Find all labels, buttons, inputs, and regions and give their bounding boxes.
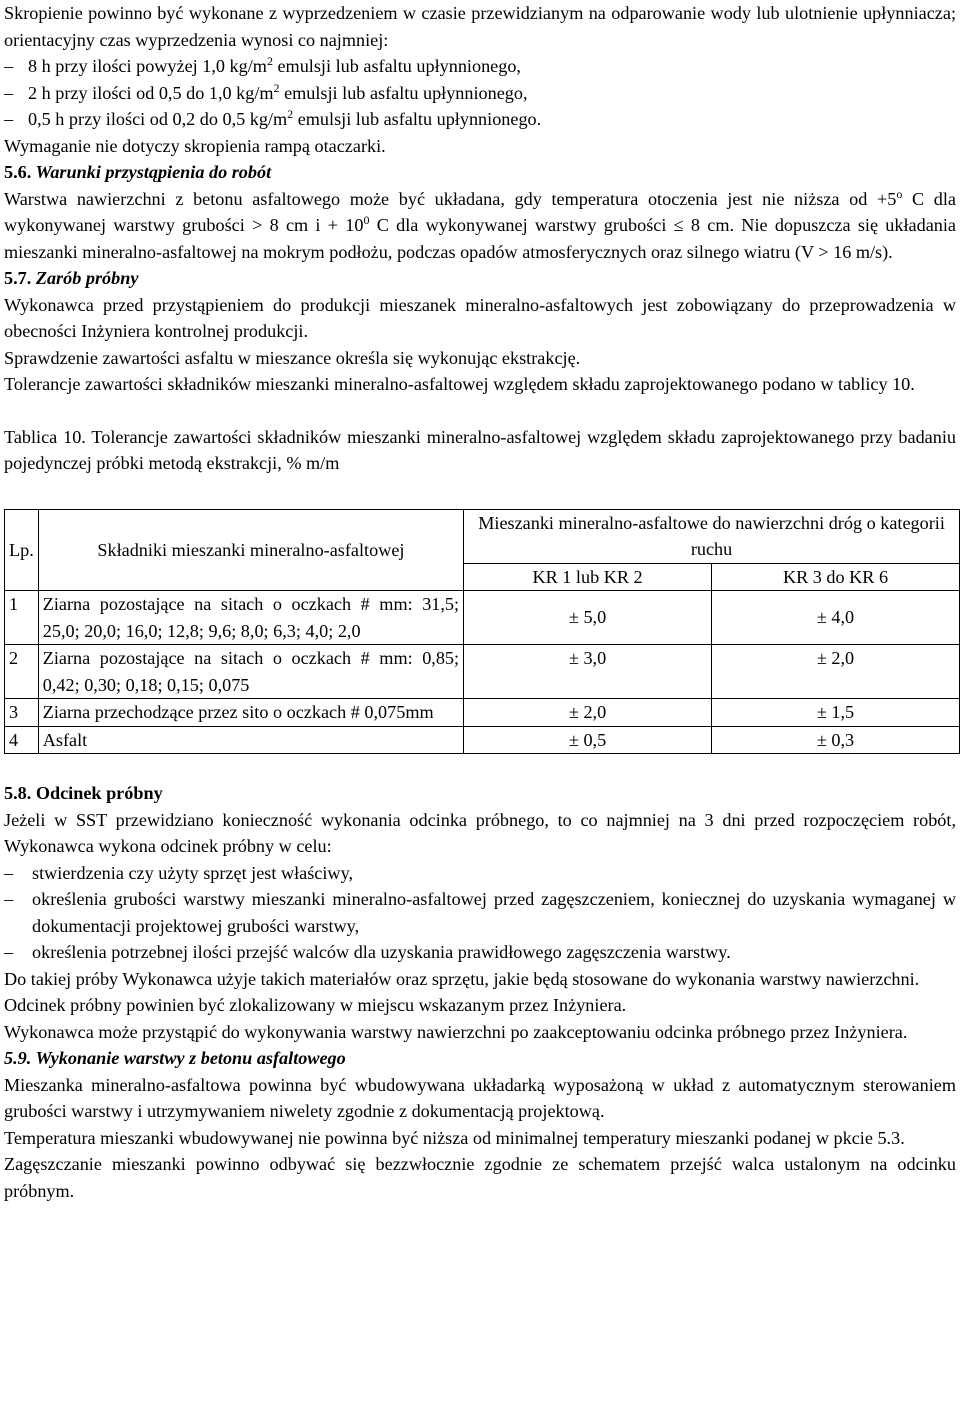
section-5-8-p4: Wykonawca może przystąpić do wykonywania warstwy nawierzchni po zaakceptowaniu odcinka próbnego przez Inżyniera. (4, 1021, 908, 1042)
section-title: Warunki przystąpienia do robót (31, 162, 272, 182)
cell-value: ± 0,5 (464, 726, 712, 754)
dash-icon: – (4, 56, 14, 76)
header-kr1: KR 1 lub KR 2 (464, 563, 712, 591)
header-lp: Lp. (5, 509, 39, 591)
cell-lp: 4 (5, 726, 39, 754)
header-group: Mieszanki mineralno-asfaltowe do nawierzchni dróg o kategorii ruchu (464, 509, 960, 563)
cell-value: ± 5,0 (464, 591, 712, 645)
section-5-7 (4, 265, 956, 292)
section-5-9-p2: Temperatura mieszanki wbudowywanej nie powinna być niższa od minimalnej temperatury mieszanki podanej w pkcie 5.3. (4, 1127, 905, 1148)
cell-value: ± 3,0 (464, 645, 712, 699)
table-header-row (5, 509, 960, 563)
cell-desc: Ziarna pozostające na sitach o oczkach # mm: 0,85; 0,42; 0,30; 0,18; 0,15; 0,075 (38, 645, 463, 699)
table-row (5, 645, 960, 699)
section-5-8-p2: Do takiej próby Wykonawca użyje takich materiałów oraz sprzętu, jakie będą stosowane do wykonania warstwy nawierzchni. (4, 968, 920, 989)
intro-note: Wymaganie nie dotyczy skropienia rampą otaczarki. (4, 135, 386, 156)
cell-lp: 2 (5, 645, 39, 699)
cell-value: ± 1,5 (712, 699, 960, 727)
section-5-8-p1: Jeżeli w SST przewidziano konieczność wykonania odcinka próbnego, to co najmniej na 3 dni przed rozpoczęciem robót, Wykonawca wykona odcinek próbny w celu: (4, 809, 956, 856)
list-item: – określenia grubości warstwy mieszanki mineralno-asfaltowej przed zagęszczeniem, koniecznej do uzyskania wymaganej w dokumentacji projektowej grubości warstwy, (4, 886, 956, 939)
cell-lp: 3 (5, 699, 39, 727)
section-5-9-title: 5.9. Wykonanie warstwy z betonu asfaltowego (4, 1048, 346, 1068)
section-5-9-p1: Mieszanka mineralno-asfaltowa powinna być wbudowywana układarką wyposażoną w układ z automatycznym sterowaniem grubości warstwy i utrzymywaniem niwelety zgodnie z dokumentacją projektową. (4, 1074, 956, 1121)
intro-bullet-3: – 0,5 h przy ilości od 0,2 do 0,5 $kg/m^2$ emulsji lub asfaltu upłynnionego. (4, 106, 956, 133)
dash-icon: – (4, 889, 14, 909)
cell-lp: 1 (5, 591, 39, 645)
section-title: Zarób próbny (31, 268, 139, 288)
dash-icon: – (4, 942, 14, 962)
cell-value: ± 2,0 (464, 699, 712, 727)
section-5-6-text: Warstwa nawierzchni z betonu asfaltowego może być układana, gdy temperatura otoczenia jest nie niższa od $+5^o$ C dla wykonywanej warstwy grubości > 8 cm $i + 10^0$ C dla wykonywanej warstwy grubości ≤ 8 cm. Nie dopuszcza się układania mieszanki mineralno-asfaltowej na mokrym podłożu, podczas opadów atmosferycznych oraz silnego wiatru (V > 16 m/s). (4, 186, 957, 262)
section-5-8-title: 5.8. Odcinek próbny (4, 783, 163, 803)
intro-paragraph: Skropienie powinno być wykonane z wyprzedzeniem w czasie przewidzianym na odparowanie wody lub ulotnienie upłynniacza; orientacyjny czas wyprzedzenia wynosi co najmniej: (4, 3, 956, 50)
dash-icon: – (4, 862, 14, 883)
section-5-6 (4, 159, 956, 186)
tolerance-table (4, 509, 960, 755)
cell-desc: Asfalt (38, 726, 463, 754)
dash-icon: – (4, 109, 14, 129)
section-5-9-p3: Zagęszczanie mieszanki powinno odbywać się bezzwłocznie zgodnie ze schematem przejść walca ustalonym na odcinku próbnym. (4, 1154, 956, 1201)
header-kr2: KR 3 do KR 6 (712, 563, 960, 591)
cell-value: ± 0,3 (712, 726, 960, 754)
cell-value: ± 4,0 (712, 591, 960, 645)
table-row (5, 699, 960, 727)
dash-icon: – (4, 82, 14, 103)
list-item: – stwierdzenia czy użyty sprzęt jest właściwy, (4, 860, 956, 887)
cell-value: ± 2,0 (712, 645, 960, 699)
section-number: 5.6. (4, 162, 32, 182)
cell-desc: Ziarna pozostające na sitach o oczkach # mm: 31,5; 25,0; 20,0; 16,0; 12,8; 9,6; 8,0; 6,3; 4,0; 2,0 (38, 591, 463, 645)
table-row (5, 726, 960, 754)
table-caption: Tablica 10. Tolerancje zawartości składników mieszanki mineralno-asfaltowej względem składu zaprojektowanego przy badaniu pojedynczej próbki metodą ekstrakcji, % m/m (4, 426, 956, 473)
intro-bullet-2: – 2 h przy ilości od 0,5 do 1,0 $kg/m^2$ emulsji lub asfaltu upłynnionego, (4, 80, 956, 107)
intro-bullet-1: – 8 h przy ilości powyżej 1,0 $kg/m^2$ emulsji lub asfaltu upłynnionego, (4, 53, 956, 80)
table-row (5, 591, 960, 645)
list-item: – określenia potrzebnej ilości przejść walców dla uzyskania prawidłowego zagęszczenia warstwy. (4, 939, 956, 966)
section-5-8-p3: Odcinek próbny powinien być zlokalizowany w miejscu wskazanym przez Inżyniera. (4, 995, 627, 1015)
cell-desc: Ziarna przechodzące przez sito o oczkach # 0,075mm (38, 699, 463, 727)
section-5-7-p3: Tolerancje zawartości składników mieszanki mineralno-asfaltowej względem składu zaprojektowanego podano w tablicy 10. (4, 374, 915, 394)
header-components: Składniki mieszanki mineralno-asfaltowej (38, 509, 463, 591)
section-number: 5.7. (4, 268, 32, 288)
section-5-7-p1: Wykonawca przed przystąpieniem do produkcji mieszanek mineralno-asfaltowych jest zobowiązany do przeprowadzenia w obecności Inżyniera kontrolnej produkcji. (4, 294, 956, 341)
section-5-7-p2: Sprawdzenie zawartości asfaltu w mieszance określa się wykonując ekstrakcję. (4, 347, 581, 368)
